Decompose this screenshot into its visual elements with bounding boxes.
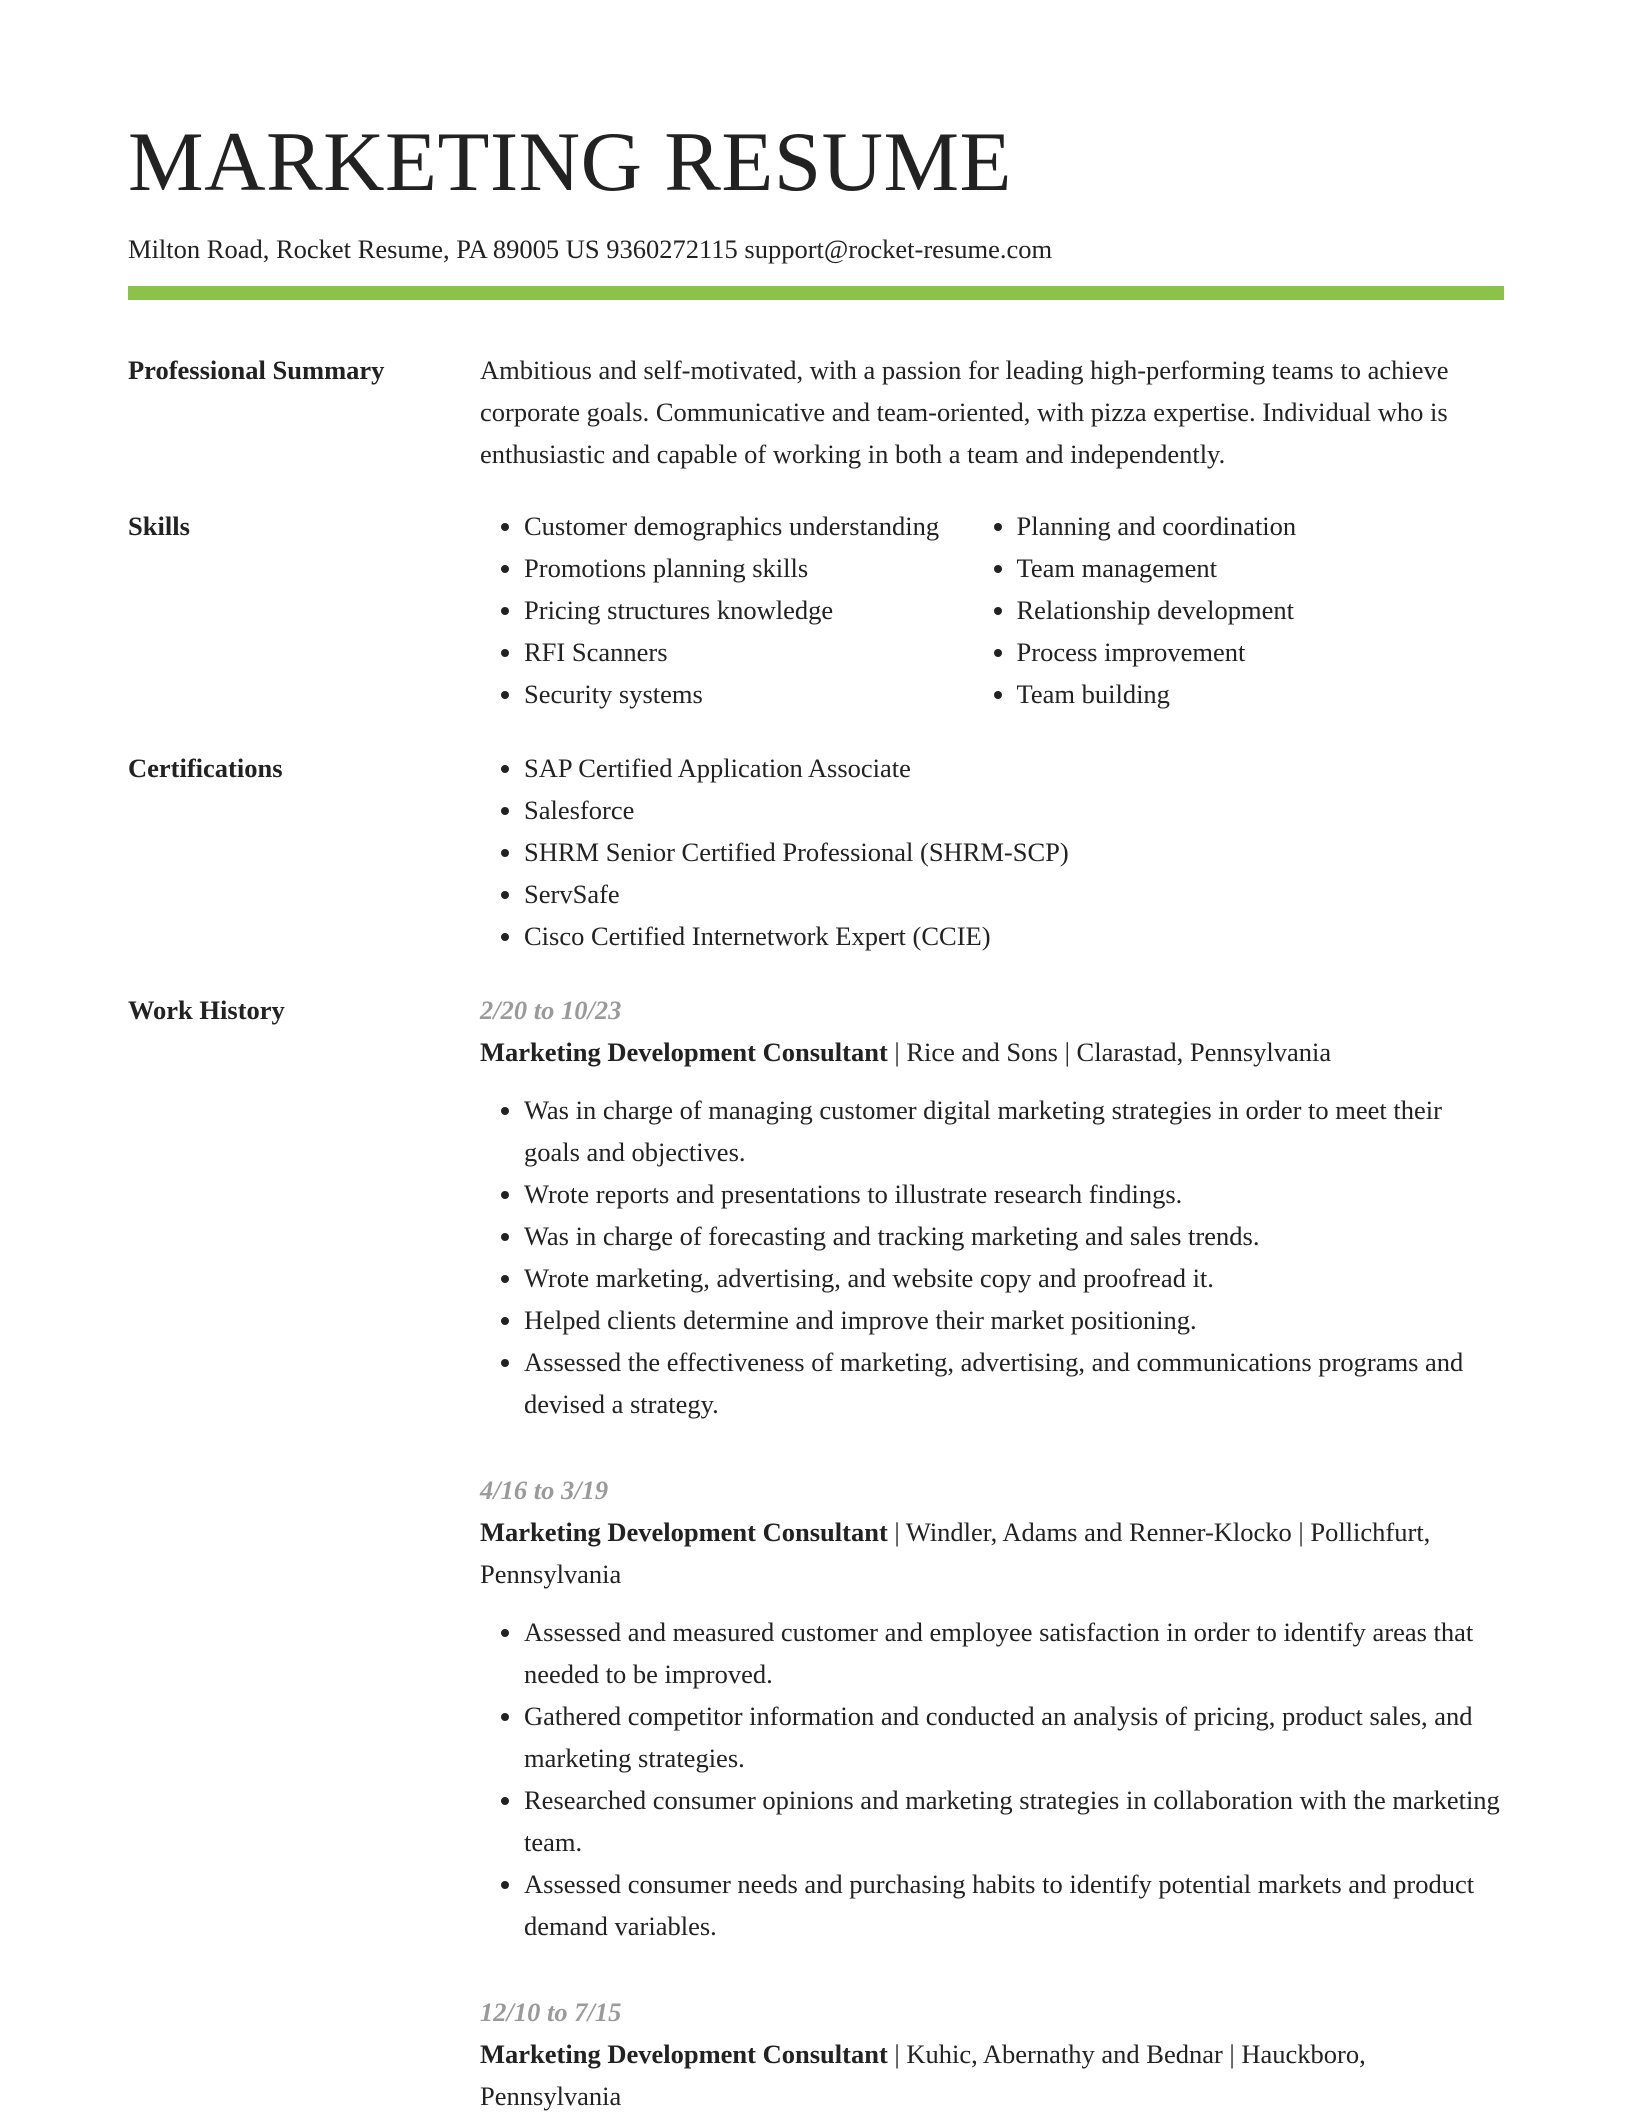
job-bullet: • Assessed consumer needs and purchasing habits to identify potential markets and product demand variables. [524, 1863, 1504, 1947]
certification-item: • ServSafe [524, 873, 1504, 915]
job-entry [480, 989, 1504, 1425]
skill-item: • Team building [1017, 673, 1505, 715]
job-heading [480, 2033, 1504, 2117]
job-dates: 12/10 to 7/15 [480, 1997, 622, 2027]
job-employer-location: | Windler, Adams and Renner-Klocko | Pollichfurt, Pennsylvania [480, 1517, 1431, 1589]
work-history-label: Work History [128, 995, 285, 1025]
job-entry [480, 1469, 1504, 1947]
job-heading [480, 1511, 1504, 1595]
certification-item: • Salesforce [524, 789, 1504, 831]
skills-list-col2 [973, 505, 1505, 715]
skill-item: • Customer demographics understanding [524, 505, 973, 547]
job-bullets [480, 1611, 1504, 1947]
summary-label: Professional Summary [128, 355, 385, 385]
certification-item: • SAP Certified Application Associate [524, 747, 1504, 789]
skill-item: • Security systems [524, 673, 973, 715]
job-bullet: • Wrote marketing, advertising, and website copy and proofread it. [524, 1257, 1504, 1299]
job-role: Marketing Development Consultant [480, 1037, 888, 1067]
job-bullet: • Researched consumer opinions and marketing strategies in collaboration with the marketing team. [524, 1779, 1504, 1863]
work-history-content [480, 989, 1504, 2117]
certifications-content [480, 747, 1504, 957]
job-bullet: • Assessed the effectiveness of marketing, advertising, and communications programs and devised a strategy. [524, 1341, 1504, 1425]
accent-divider [128, 286, 1504, 300]
certification-item: • SHRM Senior Certified Professional (SHRM-SCP) [524, 831, 1504, 873]
skill-item: • RFI Scanners [524, 631, 973, 673]
skill-item: • Team management [1017, 547, 1505, 589]
summary-text: Ambitious and self-motivated, with a passion for leading high-performing teams to achieve corporate goals. Communicative and team-oriented, with pizza expertise. Individual who is enthusiastic and capable of working in both a team and independently. [480, 355, 1449, 469]
contact-line: Milton Road, Rocket Resume, PA 89005 US 9360272115 support@rocket-resume.com [128, 234, 1053, 264]
job-dates: 2/20 to 10/23 [480, 995, 622, 1025]
job-employer-location: | Rice and Sons | Clarastad, Pennsylvania [887, 1037, 1332, 1067]
job-bullet: • Wrote reports and presentations to illustrate research findings. [524, 1173, 1504, 1215]
job-bullet: • Helped clients determine and improve their market positioning. [524, 1299, 1504, 1341]
job-role: Marketing Development Consultant [480, 2039, 888, 2069]
summary-content [480, 349, 1504, 475]
skill-item: • Pricing structures knowledge [524, 589, 973, 631]
job-bullet: • Was in charge of managing customer digital marketing strategies in order to meet their goals and objectives. [524, 1089, 1504, 1173]
skill-item: • Process improvement [1017, 631, 1505, 673]
skills-label: Skills [128, 511, 190, 541]
skills-list-col1 [480, 505, 973, 715]
skill-item: • Promotions planning skills [524, 547, 973, 589]
job-dates: 4/16 to 3/19 [480, 1475, 609, 1505]
job-entry [480, 1991, 1504, 2117]
certification-item: • Cisco Certified Internetwork Expert (CCIE) [524, 915, 1504, 957]
certifications-list [480, 747, 1504, 957]
job-bullets [480, 1089, 1504, 1425]
job-bullet: • Assessed and measured customer and employee satisfaction in order to identify areas that needed to be improved. [524, 1611, 1504, 1695]
job-bullet: • Gathered competitor information and conducted an analysis of pricing, product sales, and marketing strategies. [524, 1695, 1504, 1779]
job-heading [480, 1031, 1504, 1073]
job-employer-location: | Kuhic, Abernathy and Bednar | Hauckboro, Pennsylvania [480, 2039, 1366, 2111]
certifications-label: Certifications [128, 753, 283, 783]
skill-item: • Relationship development [1017, 589, 1505, 631]
skill-item: • Planning and coordination [1017, 505, 1505, 547]
job-role: Marketing Development Consultant [480, 1517, 888, 1547]
skills-content [480, 505, 1504, 715]
resume-title: MARKETING RESUME [128, 115, 1012, 209]
job-bullet: • Was in charge of forecasting and tracking marketing and sales trends. [524, 1215, 1504, 1257]
